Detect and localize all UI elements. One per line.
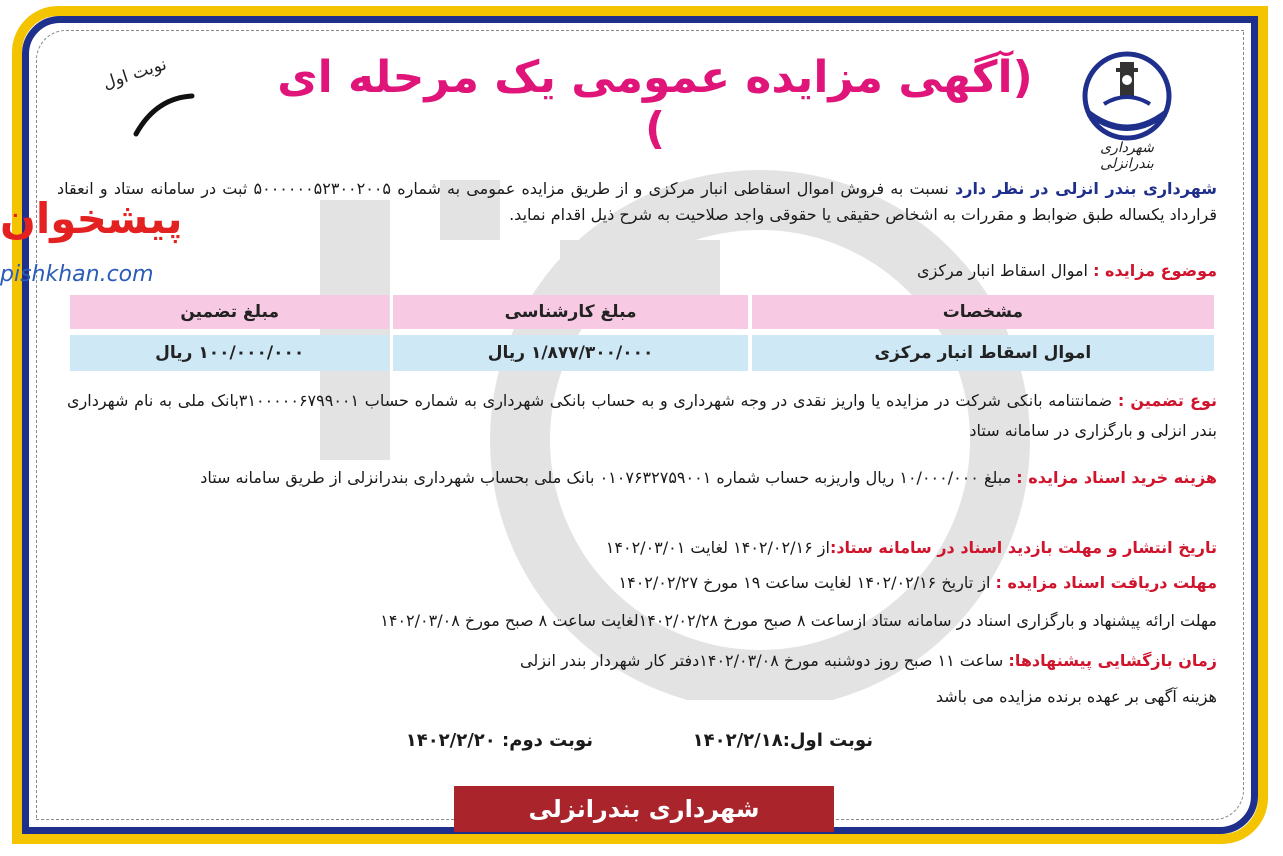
publish-label: تاریخ انتشار و مهلت بازدید اسناد در سامانه ستاد: [829, 538, 1217, 557]
docs-fee-text: مبلغ ۱۰/۰۰۰/۰۰۰ ریال واریزبه حساب شماره ۰۱۰۷۶۳۲۷۵۹۰۰۱ بانک ملی بحساب شهرداری بندرانزلی از طریق سامانه ستاد [200, 468, 1017, 487]
spec-header-row [70, 295, 1214, 329]
subject-line [57, 258, 1217, 284]
docs-fee-paragraph [67, 462, 1217, 494]
second-round-date: نوبت دوم: ۱۴۰۲/۲/۲۰ [405, 730, 593, 751]
submit-line: مهلت ارائه پیشنهاد و بارگزاری اسناد در سامانه ستاد ازساعت ۸ صبح مورخ ۱۴۰۲/۰۲/۲۸لغایت ساعت ۸ صبح مورخ ۱۴۰۲/۰۳/۰۸ [380, 611, 1217, 630]
header-specs: مشخصات [752, 295, 1214, 329]
intro-paragraph [57, 176, 1217, 228]
first-round-mark [96, 54, 196, 138]
guarantee-paragraph [67, 386, 1217, 446]
first-round-date: نوبت اول:۱۴۰۲/۲/۱۸ [692, 730, 873, 751]
cell-appraisal: ۱/۸۷۷/۳۰۰/۰۰۰ ریال [393, 335, 747, 371]
publish-line [67, 535, 1217, 561]
pishkhan-fa: پیشخوان [0, 194, 183, 243]
docs-fee-label: هزینه خرید اسناد مزایده : [1016, 468, 1217, 487]
receive-text: از تاریخ ۱۴۰۲/۰۲/۱۶ لغایت ساعت ۱۹ مورخ ۱۴۰۲/۰۲/۲۷ [618, 573, 996, 592]
opening-label: زمان بازگشایی پیشنهادها: [1008, 651, 1217, 670]
opening-text: ساعت ۱۱ صبح روز دوشنبه مورخ ۱۴۰۲/۰۳/۰۸دفتر کار شهردار بندر انزلی [520, 651, 1009, 670]
handwritten-stroke [96, 58, 196, 138]
notice-title: (آگهی مزایده عمومی یک مرحله ای ) [277, 52, 1033, 154]
intro-lead: شهرداری بندر انزلی در نظر دارد [955, 179, 1217, 198]
header-appraisal: مبلغ کارشناسی [393, 295, 747, 329]
municipality-logo [1072, 46, 1182, 172]
intro-text: نسبت به فروش اموال اسقاطی انبار مرکزی و از طریق مزایده عمومی به شماره ۵۰۰۰۰۰۰۵۲۳۰۰۲۰۰۵ ثبت در سامانه ستاد و انعقاد قرارداد یکساله طبق ضوابط و مقررات به اشخاص حقیقی یا حقوقی واجد صلاحیت به شرح ذیل اقدام نماید. [57, 179, 1217, 224]
footer-municipality-bar: شهرداری بندرانزلی [454, 786, 834, 832]
publish-text: از ۱۴۰۲/۰۲/۱۶ لغایت ۱۴۰۲/۰۳/۰۱ [605, 538, 830, 557]
logo-caption: شهرداری بندرانزلی [1100, 140, 1154, 172]
subject-label: موضوع مزایده : [1093, 261, 1217, 280]
receive-label: مهلت دریافت اسناد مزایده : [995, 573, 1217, 592]
cell-specs: اموال اسقاط انبار مرکزی [752, 335, 1214, 371]
cell-guarantee: ۱۰۰/۰۰۰/۰۰۰ ریال [70, 335, 389, 371]
receive-line [67, 570, 1217, 596]
spec-data-row [70, 335, 1214, 371]
guarantee-text: ضمانتنامه بانکی شرکت در مزایده یا واریز نقدی در وجه شهرداری و به حساب بانکی شهرداری به شماره حساب ۳۱۰۰۰۰۰۶۷۹۹۰۰۱بانک ملی به نام شهرداری بندر انزلی و بارگزاری در سامانه ستاد [67, 391, 1217, 440]
pishkhan-en: pishkhan.com [0, 262, 154, 287]
subject-value: اموال اسقاط انبار مرکزی [917, 261, 1094, 280]
spec-table [66, 289, 1218, 377]
opening-line [67, 648, 1217, 674]
ad-cost-line: هزینه آگهی بر عهده برنده مزایده می باشد [935, 687, 1217, 706]
guarantee-label: نوع تضمین : [1117, 391, 1218, 410]
header-guarantee: مبلغ تضمین [70, 295, 389, 329]
first-round-label: نوبت اول [100, 54, 170, 94]
